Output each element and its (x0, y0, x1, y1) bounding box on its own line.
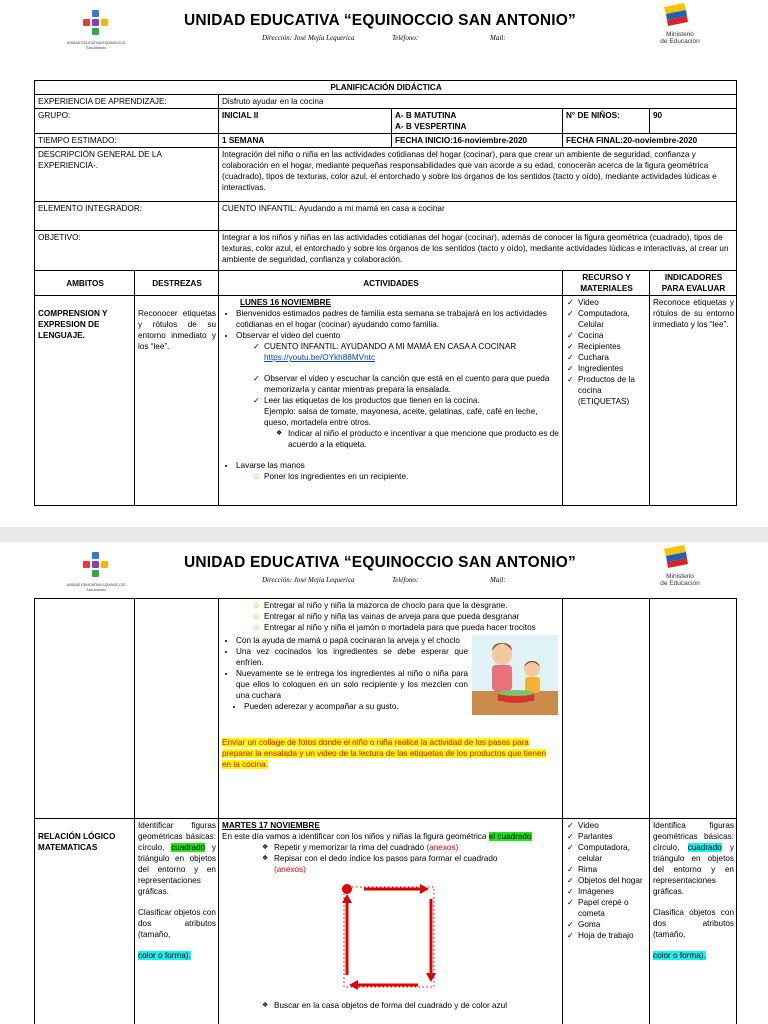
objetivo-label: OBJETIVO: (35, 231, 219, 271)
resource-item: ✓ Objetos del hogar (566, 875, 647, 886)
list-item: ❖ Indicar al niño el producto e incentivar a que mencione que producto es de acuerdo a la etiqueta. (276, 428, 560, 450)
ninos-label: N° DE NIÑOS: (563, 109, 650, 134)
address-label: Dirección: José Mejía Lequerica (262, 34, 355, 42)
resource-item: ✓ Productos de la cocina (ETIQUETAS) (566, 374, 647, 407)
ministry-text: Ministerio de Educación (660, 31, 700, 45)
phone-label: Teléfono: (392, 34, 419, 42)
indicador-empty (650, 599, 737, 819)
destreza-empty (135, 599, 219, 819)
resource-item: ✓ Rima (566, 864, 647, 875)
list-item: ☺ Entregar al niño y niña el jamón o mortadela para que pueda hacer trocitos (252, 622, 560, 633)
resource-item: ✓ Hoja de trabajo (566, 930, 647, 941)
destreza-logico: Identificar figuras geométricas básicas: círculo, cuadrado y triángulo en objetos del entorno y en representaciones gráficas. Clasificar objetos con dos atributos (tamaño, color o forma). (135, 819, 219, 1024)
list-item: • Con la ayuda de mamá o papá cocinaran la arveja y el choclo (236, 635, 560, 646)
page-gap (0, 527, 768, 542)
school-logo-text: UNIDAD EDUCATIVA EQUINOCCIO (66, 583, 126, 587)
resource-item: ✓ Imágenes (566, 886, 647, 897)
elemento-label: ELEMENTO INTEGRADOR: (35, 202, 219, 231)
recursos-lunes (563, 296, 650, 506)
resource-item: ✓ Recipientes (566, 341, 647, 352)
list-item: ✓ CUENTO INFANTIL: AYUDANDO A MI MAMÁ EN CASA A COCINAR (252, 341, 560, 352)
ambito-lenguaje: COMPRENSION Y EXPRESION DE LENGUAJE. (35, 296, 135, 506)
video-link[interactable]: https://youtu.be/OYkh88MVntc (264, 353, 376, 362)
resource-item: ✓ Video (566, 297, 647, 308)
destreza-lenguaje: Reconocer etiquetas y rótulos de su entorno inmediato y los “lee”. (135, 296, 219, 506)
tiempo-label: TIEMPO ESTIMADO: (35, 134, 219, 148)
list-item: • Una vez cocinados los ingredientes se debe esperar que enfríen. (236, 646, 560, 668)
page-header (0, 0, 768, 60)
fecha-final: FECHA FINAL:20-noviembre-2020 (563, 134, 737, 148)
cooking-illustration (472, 635, 558, 715)
objetivo-value: Integrar a los niños y niñas en las actividades cotidianas del hogar (cocinar), además de conocer la figura geométrica (cuadrado), tipos de texturas, color azul, el entorchado y sobre los órganos de los sentidos (tacto y oído), mediante actividades lúdicas e interactivas, al crear un ambiente de seguridad, confianza y colaboración. (219, 231, 737, 271)
list-item: ☺ Entregar al niño y niña las vainas de arveja para que pueda desgranar (252, 611, 560, 622)
list-item: ❖ Buscar en la casa objetos de forma del cuadrado y de color azul (262, 1000, 560, 1011)
list-item: ❖ Repetir y memorizar la rima del cuadrado (anexos) (262, 842, 560, 853)
ministry-flag-icon (662, 545, 688, 571)
school-logo-subtext: San Antonio (86, 588, 106, 592)
school-logo-icon (62, 552, 130, 596)
resource-item: ✓ Computadora, Celular (566, 308, 647, 330)
page-2 (0, 542, 768, 1024)
actividades-continuacion (219, 599, 563, 819)
list-item: • Nuevamente se le entrega los ingredientes al niño o niña para que ellos lo coloquen en un solo recipiente y los mezclen con una cuchara (236, 668, 560, 701)
col-indicadores: INDICADORES PARA EVALUAR (650, 271, 737, 296)
resource-item: ✓ Video (566, 820, 647, 831)
ambito-logico: RELACIÓN LÓGICO MATEMATICAS (35, 819, 135, 1024)
list-item: • Pueden aderezar y acompañar a su gusto. (244, 701, 560, 712)
school-title: UNIDAD EDUCATIVA “EQUINOCCIO SAN ANTONIO” (184, 12, 576, 29)
school-logo-icon (62, 10, 130, 54)
list-item: ☺ Entregar al niño y niña la mazorca de choclo para que la desgrane. (252, 600, 560, 611)
col-actividades: ACTIVIDADES (219, 271, 563, 296)
ambito-empty (35, 599, 135, 819)
day-martes: MARTES 17 NOVIEMBRE (222, 821, 320, 830)
page-header (0, 542, 768, 602)
address-label: Dirección: José Mejía Lequerica (262, 576, 355, 584)
indicador-logico: Identifica figuras geométricas básicas: círculo, cuadrado y triángulo en objetos del entorno y en representaciones gráficas. Clasifica objetos con dos atributos (tamaño, color o forma). (650, 819, 737, 1024)
school-title: UNIDAD EDUCATIVA “EQUINOCCIO SAN ANTONIO” (184, 554, 576, 571)
descripcion-value: Integración del niño o niña en las actividades cotidianas del hogar (cocinar), para que crear un ambiente de seguridad, confianza y colaboración en el hogar, mediante pequeñas responsabilidades que van acorde a su edad, conocerán acerca de la figura geométrica (cuadrado), tipos de texturas, color azul, el entorchado y sobre los órganos de los sentidos (tacto y oído), mediante actividades lúdicas e interactivas. (219, 148, 737, 202)
list-item: • Observar el video del cuento (236, 330, 560, 341)
actividades-lunes (219, 296, 563, 506)
experiencia-value: Disfruto ayudar en la cocina (219, 95, 737, 109)
planning-table (34, 80, 737, 506)
resource-item: ✓ Cocina (566, 330, 647, 341)
list-item: ✓ Observar el video y escuchar la canción que está en el cuento para que pueda memorizarla y cantar mientras prepara la ensalada. (252, 373, 560, 395)
list-item: ❖ Repisar con el dedo índice los pasos para formar el cuadrado (anexos) (262, 853, 560, 875)
plan-title: PLANIFICACIÓN DIDÁCTICA (35, 81, 737, 95)
actividades-martes: MARTES 17 NOVIEMBRE En este día vamos a identificar con los niños y niñas la figura geométrica el cuadrado ❖ Repetir y memorizar la rima del cuadrado (anexos) ❖ Repisar con el dedo índice los pasos para formar el cuadrado (anexos) ❖ Buscar en la casa objetos de forma del cuadrado y de color azul (219, 819, 563, 1024)
mail-label: Mail: (490, 34, 506, 42)
day-lunes: LUNES 16 NOVIEMBRE (240, 298, 331, 307)
resource-item: ✓ Cuchara (566, 352, 647, 363)
paralelos: A- B MATUTINA A- B VESPERTINA (392, 109, 563, 134)
resource-item: ✓ Goma (566, 919, 647, 930)
school-logo-text: UNIDAD EDUCATIVA EQUINOCCIO (66, 41, 126, 45)
resource-item: ✓ Computadora, celular (566, 842, 647, 864)
fecha-inicio: FECHA INICIO:16-noviembre-2020 (392, 134, 563, 148)
recursos-empty (563, 599, 650, 819)
grupo-value: INICIAL II (219, 109, 392, 134)
elemento-value: CUENTO INFANTIL: Ayudando a mi mamá en casa a cocinar (219, 202, 737, 231)
indicador-lenguaje: Reconoce etiquetas y rótulos de su entorno inmediato y los “lee”. (650, 296, 737, 506)
experiencia-label: EXPERIENCIA DE APRENDIZAJE: (35, 95, 219, 109)
list-item: ☺ Poner los ingredientes en un recipiente. (252, 471, 560, 482)
phone-label: Teléfono: (392, 576, 419, 584)
grupo-label: GRUPO: (35, 109, 219, 134)
list-item: • Lavarse las manos (236, 460, 560, 471)
col-recursos: RECURSO Y MATERIALES (563, 271, 650, 296)
planning-table-continued (34, 598, 737, 1024)
descripcion-label: DESCRIPCIÓN GENERAL DE LA EXPERIENCIA-. (35, 148, 219, 202)
recursos-martes (563, 819, 650, 1024)
ministry-logo (650, 3, 710, 49)
resource-item: ✓ Parlantes (566, 831, 647, 842)
tiempo-value: 1 SEMANA (219, 134, 392, 148)
ministry-flag-icon (662, 3, 688, 29)
assignment-note: Enviar un collage de fotos donde el niño o niña realice la actividad de los pasos para preparar la ensalada y un video de la lectura de las etiquetas de los productos que tienen en la cocina. (222, 738, 547, 769)
list-item: ✓ Leer las etiquetas de los productos que tienen en la cocina. Ejemplo: salsa de tomate, mayonesa, aceite, gelatinas, café, café en leche, queso, mortadela entre otros. (252, 395, 560, 428)
school-logo-subtext: San Antonio (86, 46, 106, 50)
resource-item: ✓ Ingredientes (566, 363, 647, 374)
list-item: • Bienvenidos estimados padres de familia esta semana se trabajará en los actividades cotidianas en el hogar (cocinar) ayudando como familia. (236, 308, 560, 330)
square-arrows-illustration (340, 881, 438, 993)
col-destrezas: DESTREZAS (135, 271, 219, 296)
ministry-text: Ministerio de Educación (660, 573, 700, 587)
col-ambitos: AMBITOS (35, 271, 135, 296)
ninos-value: 90 (650, 109, 737, 134)
mail-label: Mail: (490, 576, 506, 584)
ministry-logo (650, 545, 710, 591)
resource-item: ✓ Papel crepé o cometa (566, 897, 647, 919)
